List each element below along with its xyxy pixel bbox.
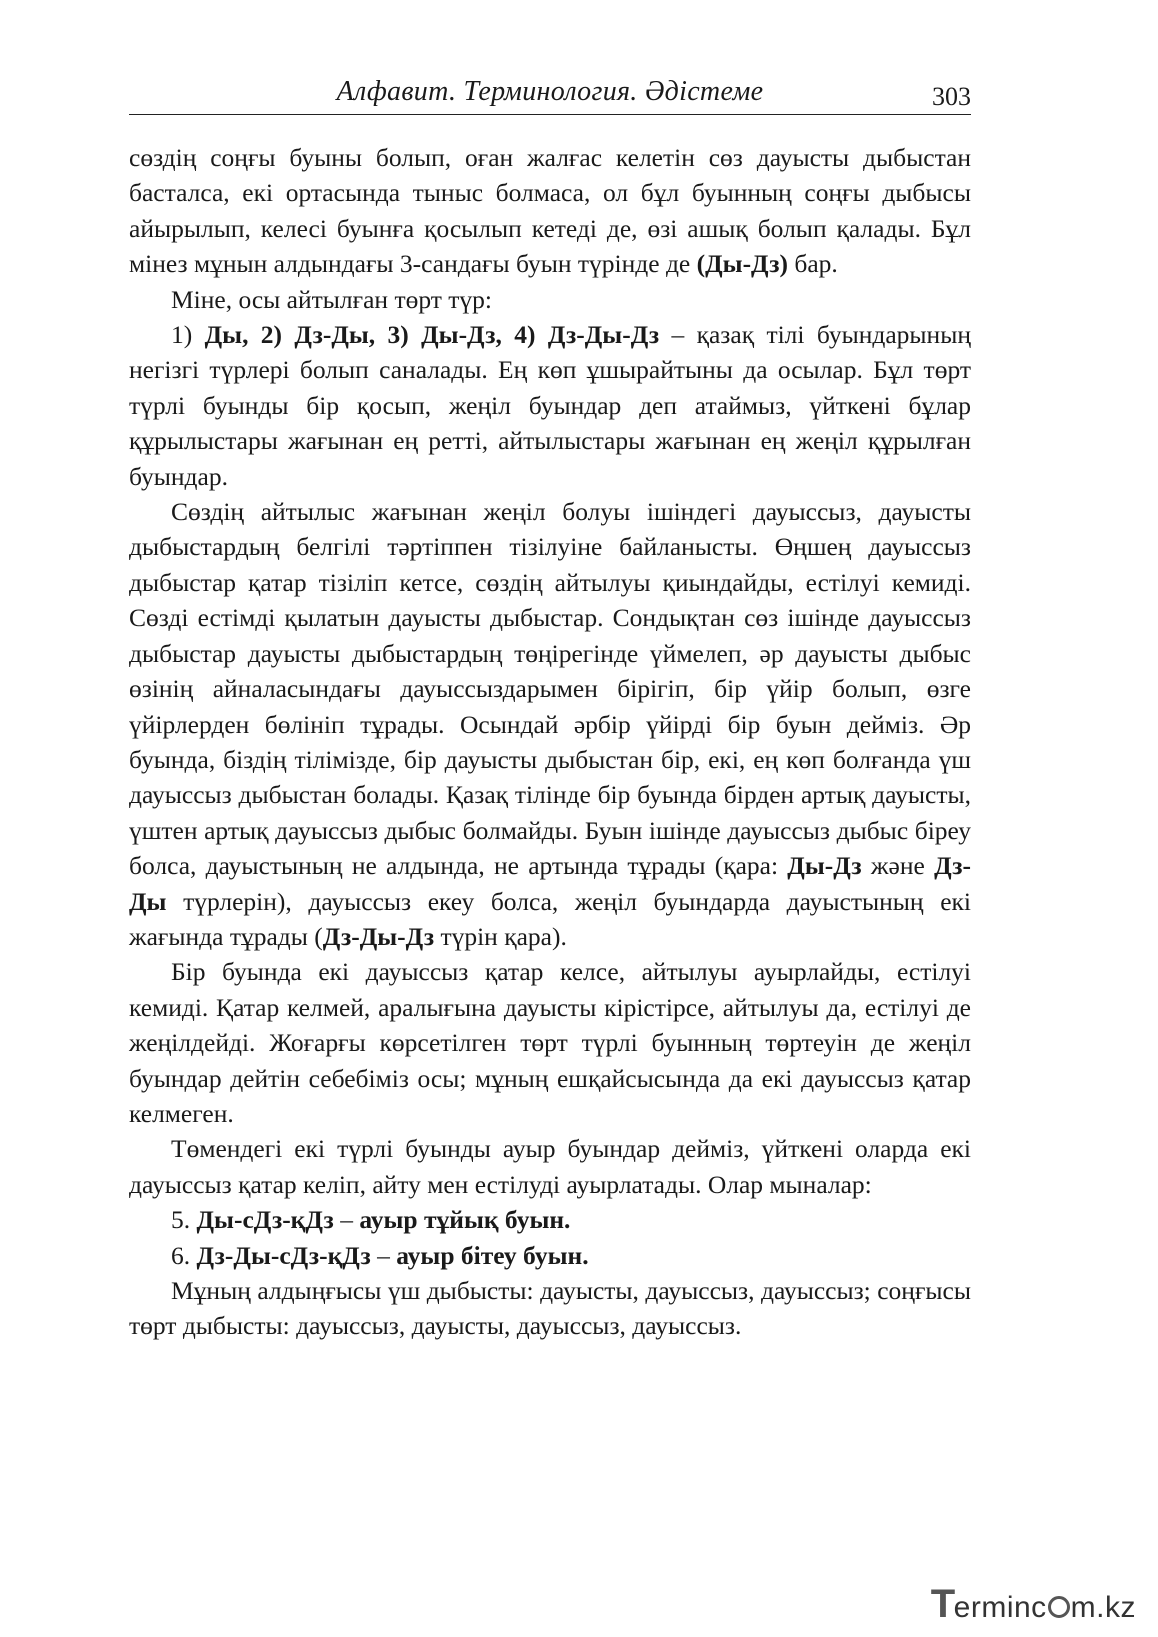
syllable-formula: Ды-Дз <box>787 851 862 881</box>
site-watermark: Terminc m.kz <box>930 1582 1136 1626</box>
paragraph-2: Міне, осы айтылған төрт түр: <box>171 284 493 314</box>
running-header <box>129 74 971 115</box>
page-number: 303 <box>932 82 971 111</box>
paragraph-9: Мұның алдыңғысы үш дыбысты: дауысты, дауыссыз, дауыссыз; соңғысы төрт дыбысты: дауыссыз, дауысты, дауыссыз, дауыссыз. <box>129 1276 971 1341</box>
syllable-formula: Дз-Ды-Дз <box>322 921 435 951</box>
paragraph-5: Бір буында екі дауыссыз қатар келсе, айтылуы ауырлайды, естілуі кемиді. Қатар келмей, аралығына дауысты кірістірсе, айтылуы да, естілуі де жеңілдейді. Жоғарғы көрсетілген төрт түрлі буынның төртеуін де жеңіл буындар дейтін себебіміз осы; мұның ешқайсысында да екі дауыссыз қатар келмеген. <box>129 957 971 1128</box>
running-title: Алфавит. Терминология. Әдістеме <box>336 76 764 107</box>
paragraph-4: Сөздің айтылыс жағынан жеңіл болуы ішіндегі дауыссыз, дауысты дыбыстардың белгілі тәртіппен тізілуіне байланысты. Өңшең дауыссыз дыбыстар қатар тізіліп кетсе, сөздің айтылуы қиындайды, естілуі кемиді. Сөзді естімді қылатын дауысты дыбыстар. Сондықтан сөз ішінде дауыссыз дыбыстар дауысты дыбыстардың төңірегінде үймелеп, әр дауысты дыбыс өзінің айналасындағы дауыссыздарымен бірігіп, бір үйір болып, өзге үйірлерден бөлініп тұрады. Осындай әрбір үйірді бір буын дейміз. Әр буында, біздің тілімізде, бір дауысты дыбыстан бір, екі, ең көп болғанда үш дауыссыз дыбыстан болады. Қазақ тілінде бір буында бірден артық дауысты, үштен артық дауыссыз дыбыс болмайды. Буын ішінде дауыссыз дыбыс біреу болса, дауыстының не алдында, не артында тұрады (қара: Ды-Дз және Дз-Ды түрлерін), дауыссыз екеу болса, жеңіл буындарда дауыстының екі жағында тұрады (Дз-Ды-Дз түрін қара). <box>129 497 971 951</box>
paragraph-3: 1) Ды, 2) Дз-Ды, 3) Ды-Дз, 4) Дз-Ды-Дз – қазақ тілі буындарының негізгі түрлері болып саналады. Ең көп ұшырайтыны да осылар. Бұл төрт түрлі буынды бір қосып, жеңіл буындар деп атаймыз, үйткені бұлар құрылыстары жағынан ең ретті, айтылыстары жағынан ең жеңіл құрылған буындар. <box>129 320 971 491</box>
circle-o-icon <box>1048 1596 1070 1618</box>
syllable-formula: (Ды-Дз) <box>696 249 788 279</box>
page-body <box>129 140 971 1344</box>
paragraph-1: сөздің соңғы буыны болып, оған жалғас келетін сөз дауысты дыбыстан басталса, екі ортасында тыныс болмаса, ол бұл буынның соңғы дыбысы айырылып, келесі буынға қосылып кетеді де, өзі ашық болып қалады. Бұл мінез мұнын алдындағы 3-сандағы буын түрінде де (Ды-Дз) бар. <box>129 143 971 279</box>
syllable-types-list: Ды, 2) Дз-Ды, 3) Ды-Дз, 4) Дз-Ды-Дз <box>204 320 660 350</box>
list-item-6: 6. Дз-Ды-сДз-қДз – ауыр бітеу буын. <box>171 1240 589 1270</box>
list-item-5: 5. Ды-сДз-қДз – ауыр тұйық буын. <box>171 1205 571 1235</box>
paragraph-6: Төмендегі екі түрлі буынды ауыр буындар дейміз, үйткені оларда екі дауыссыз қатар келіп, айту мен естілуді ауырлатады. Олар мыналар: <box>129 1134 971 1199</box>
syllable-formula: Дз-Ды <box>129 851 971 916</box>
